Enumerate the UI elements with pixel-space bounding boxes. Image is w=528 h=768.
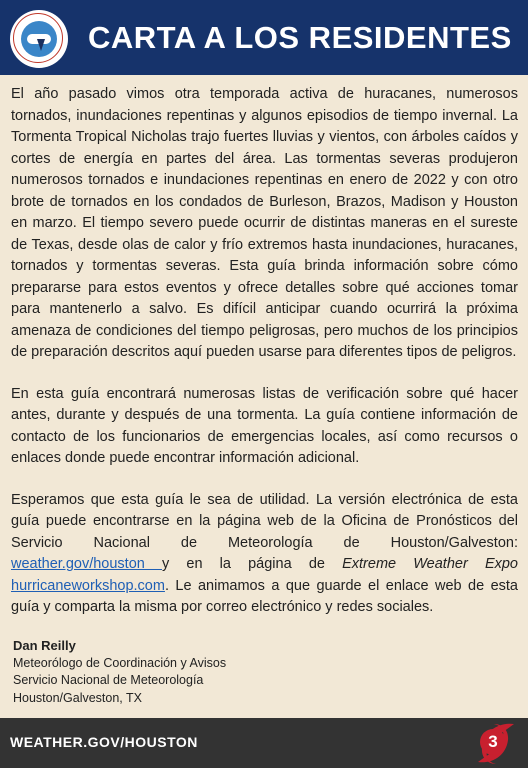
weather-gov-link[interactable]: weather.gov/houston (11, 556, 162, 572)
header-bar (0, 0, 528, 75)
page-number: 3 (480, 729, 506, 755)
signature-title: Meteorólogo de Coordinación y Avisos (13, 655, 227, 670)
expo-name: Extreme Weather Expo (342, 556, 518, 572)
paragraph-links-text-c: . Le animamos a que guarde el enlace web de esta guía y comparta la misma por correo electrónico y redes sociales. (11, 577, 518, 615)
signature-org: Servicio Nacional de Meteorología (13, 673, 204, 687)
paragraph-guide: En esta guía encontrará numerosas listas de verificación sobre qué hacer antes, durante y después de una tormenta. La guía contiene información de contacto de los funcionarios de emergencias locales, así como recursos o enlaces donde puede encontrar información adicional. (11, 385, 518, 466)
signature-location: Houston/Galveston, TX (13, 690, 143, 705)
signature-name: Dan Reilly (13, 638, 76, 653)
letter-body (11, 84, 518, 639)
hurricane-workshop-link[interactable]: hurricaneworkshop.com (11, 577, 165, 594)
page-title: CARTA A LOS RESIDENTES (88, 20, 512, 55)
signature-block (13, 637, 226, 707)
paragraph-links-text-a: Esperamos que esta guía le sea de utilidad. La versión electrónica de esta guía puede encontrarse en la página web de la Oficina de Pronósticos del Servicio Nacional de Meteorología de Houston/Galveston: (11, 491, 518, 551)
nws-logo-icon (10, 10, 68, 68)
footer-bar (0, 718, 528, 768)
footer-url[interactable]: WEATHER.GOV/HOUSTON (10, 734, 198, 750)
logo-lightning (37, 39, 45, 51)
paragraph-intro: El año pasado vimos otra temporada activa de huracanes, numerosos tornados, inundaciones repentinas y algunos episodios de tiempo invernal. La Tormenta Tropical Nicholas trajo fuertes lluvias y vientos, con árboles caídos y cortes de energía en partes del área. Las tormentas severas produjeron numerosos tornados e inundaciones repentinas en enero de 2022 y con otro brote de tornados en los condados de Burleson, Brazos, Madison y Houston en marzo. El tiempo severo puede ocurrir de distintas maneras en el sureste de Texas, desde olas de calor y frío extremos hasta inundaciones, huracanes, tornados y tormentas severas. Esta guía brinda información sobre cómo prepararse para estos eventos y ofrece detalles sobre qué acciones tomar para mantenerlo a salvo. Es difícil anticipar cuando ocurrirá la próxima amenaza de condiciones del tiempo peligrosas, pero muchos de los principios de preparación descritos aquí pueden usarse para diferentes tipos de peligros. (11, 86, 518, 360)
paragraph-links (11, 490, 518, 619)
paragraph-links-text-b: y en la página de (161, 556, 343, 572)
logo-globe (21, 21, 57, 57)
